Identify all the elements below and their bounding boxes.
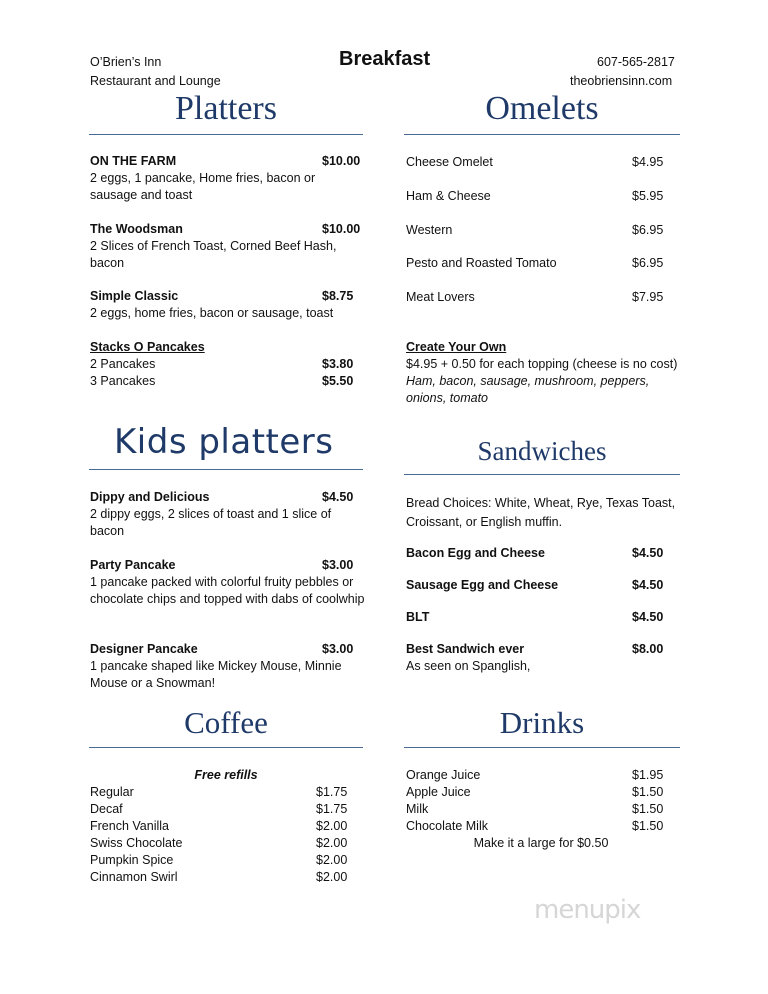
menu-item xyxy=(406,154,676,171)
item-price: $4.50 xyxy=(632,546,664,560)
item-price: $1.50 xyxy=(632,802,664,816)
coffee-rule xyxy=(89,747,363,748)
item-name: Cinnamon Swirl xyxy=(90,870,178,884)
item-name: Designer Pancake xyxy=(90,642,198,656)
item-price: $4.50 xyxy=(322,490,354,504)
menu-item xyxy=(406,188,676,205)
row-price: $3.80 xyxy=(322,357,354,371)
item-desc: As seen on Spanglish, xyxy=(406,659,531,673)
item-price: $1.75 xyxy=(316,785,348,799)
item-price: $4.95 xyxy=(632,155,664,169)
menu-item xyxy=(90,221,365,272)
item-desc: $4.95 + 0.50 for each topping (cheese is no cost) xyxy=(406,357,678,371)
item-price: $4.50 xyxy=(632,578,664,592)
menu-item xyxy=(90,641,365,692)
menu-item xyxy=(90,784,355,801)
item-desc: 1 pancake packed with colorful fruity pebbles or chocolate chips and topped with dabs of coolwhip xyxy=(90,575,365,606)
restaurant-name: O’Brien’s Inn xyxy=(90,55,162,69)
omelets-rule xyxy=(404,134,680,135)
item-name: Chocolate Milk xyxy=(406,819,488,833)
free-refills-note: Free refills xyxy=(194,768,258,782)
item-price: $3.00 xyxy=(322,642,354,656)
item-name: Bacon Egg and Cheese xyxy=(406,546,545,560)
item-name: Dippy and Delicious xyxy=(90,490,210,504)
create-your-own xyxy=(406,339,686,407)
menu-item xyxy=(90,557,365,608)
item-name: Cheese Omelet xyxy=(406,155,493,169)
menu-item xyxy=(406,255,676,272)
item-name: Regular xyxy=(90,785,134,799)
platters-title: Platters xyxy=(175,90,277,127)
item-price: $2.00 xyxy=(316,853,348,867)
row-label: 3 Pancakes xyxy=(90,374,156,388)
item-price: $4.50 xyxy=(632,610,664,624)
website: theobriensinn.com xyxy=(570,74,673,88)
item-name: Apple Juice xyxy=(406,785,471,799)
item-name: Pumpkin Spice xyxy=(90,853,174,867)
item-price: $2.00 xyxy=(316,819,348,833)
drinks-title: Drinks xyxy=(499,705,585,740)
row-price: $5.50 xyxy=(322,374,354,388)
item-price: $6.95 xyxy=(632,223,664,237)
item-name: French Vanilla xyxy=(90,819,169,833)
item-price: $10.00 xyxy=(322,154,361,168)
menu-item xyxy=(406,609,676,626)
menu-item xyxy=(406,784,676,801)
item-price: $1.75 xyxy=(316,802,348,816)
item-name: Decaf xyxy=(90,802,123,816)
item-name: Create Your Own xyxy=(406,340,507,354)
item-name: Simple Classic xyxy=(90,289,179,303)
bread-choices: Bread Choices: White, Wheat, Rye, Texas Toast, Croissant, or English muffin. xyxy=(406,496,676,529)
item-name: Orange Juice xyxy=(406,768,481,782)
item-desc: 1 pancake shaped like Mickey Mouse, Minnie Mouse or a Snowman! xyxy=(90,659,342,690)
omelets-title: Omelets xyxy=(485,90,599,127)
item-price: $6.95 xyxy=(632,256,664,270)
platters-rule xyxy=(89,134,363,135)
item-desc: 2 dippy eggs, 2 slices of toast and 1 slice of bacon xyxy=(90,507,332,538)
item-name: ON THE FARM xyxy=(90,154,177,168)
phone-number: 607-565-2817 xyxy=(597,55,675,69)
page-title: Breakfast xyxy=(339,48,431,70)
menu-item xyxy=(406,577,676,594)
stacks-item xyxy=(90,339,365,356)
menu-item xyxy=(90,153,365,204)
menu-item xyxy=(406,767,676,784)
item-price: $2.00 xyxy=(316,836,348,850)
menu-item xyxy=(406,289,676,306)
item-desc: 2 eggs, 1 pancake, Home fries, bacon or sausage and toast xyxy=(90,171,316,202)
large-size-note: Make it a large for $0.50 xyxy=(473,836,609,850)
item-price: $7.95 xyxy=(632,290,664,304)
menu-item xyxy=(90,818,355,835)
item-desc: 2 Slices of French Toast, Corned Beef Hash, bacon xyxy=(90,239,337,270)
toppings-list: Ham, bacon, sausage, mushroom, peppers, onions, tomato xyxy=(406,374,650,405)
item-name: Swiss Chocolate xyxy=(90,836,183,850)
menu-item xyxy=(90,869,355,886)
item-price: $2.00 xyxy=(316,870,348,884)
item-name: Best Sandwich ever xyxy=(406,642,525,656)
menu-item xyxy=(406,545,676,562)
item-name: BLT xyxy=(406,610,430,624)
row-label: 2 Pancakes xyxy=(90,357,156,371)
item-price: $3.00 xyxy=(322,558,354,572)
item-price: $8.00 xyxy=(632,642,664,656)
stacks-row xyxy=(90,373,365,390)
menu-item xyxy=(90,489,365,540)
menu-item xyxy=(90,852,355,869)
restaurant-subtitle: Restaurant and Lounge xyxy=(90,74,221,88)
coffee-title: Coffee xyxy=(184,705,268,740)
kids-rule xyxy=(89,469,363,470)
item-name: Meat Lovers xyxy=(406,290,475,304)
item-name: Party Pancake xyxy=(90,558,176,572)
menu-item xyxy=(406,818,676,835)
sandwiches-rule xyxy=(404,474,680,475)
menu-item xyxy=(406,801,676,818)
menu-item xyxy=(406,222,676,239)
menu-item xyxy=(90,801,355,818)
item-price: $1.50 xyxy=(632,819,664,833)
item-name: Milk xyxy=(406,802,429,816)
item-name: Ham & Cheese xyxy=(406,189,491,203)
item-price: $10.00 xyxy=(322,222,361,236)
item-price: $1.50 xyxy=(632,785,664,799)
item-price: $1.95 xyxy=(632,768,664,782)
stacks-row xyxy=(90,356,365,373)
item-desc: 2 eggs, home fries, bacon or sausage, toast xyxy=(90,306,334,320)
menu-item xyxy=(406,641,676,675)
menu-item xyxy=(90,835,355,852)
kids-title: Kids platters xyxy=(114,422,334,462)
item-price: $8.75 xyxy=(322,289,354,303)
item-name: Stacks O Pancakes xyxy=(90,340,205,354)
watermark: menupix xyxy=(534,895,641,925)
sandwiches-title: Sandwiches xyxy=(477,436,607,466)
drinks-rule xyxy=(404,747,680,748)
item-name: Western xyxy=(406,223,453,237)
menu-item xyxy=(90,288,365,322)
item-name: Pesto and Roasted Tomato xyxy=(406,256,557,270)
item-name: The Woodsman xyxy=(90,222,183,236)
item-price: $5.95 xyxy=(632,189,664,203)
item-name: Sausage Egg and Cheese xyxy=(406,578,559,592)
